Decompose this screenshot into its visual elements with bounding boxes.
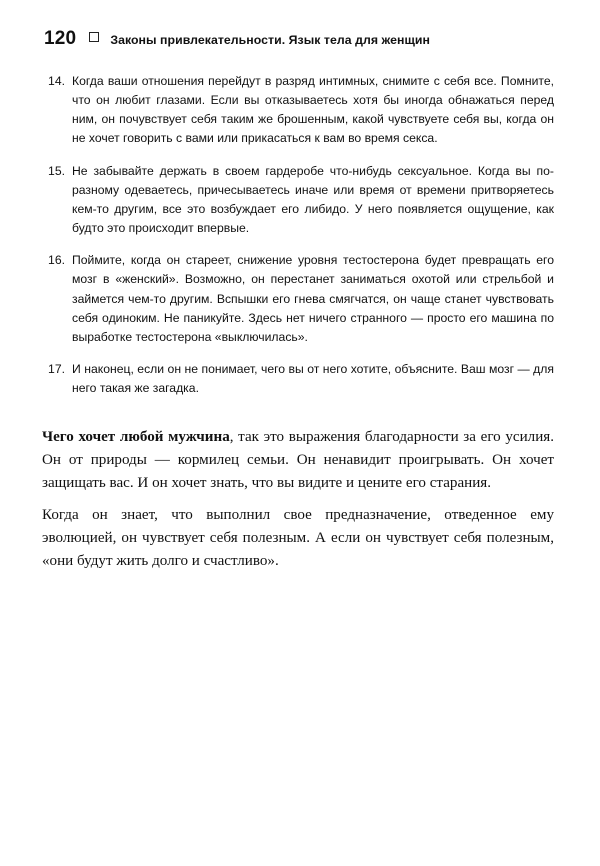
numbered-list xyxy=(42,72,554,398)
list-item-number: 16. xyxy=(48,253,65,268)
list-item-number: 14. xyxy=(48,74,65,88)
paragraph-lead-in: Чего хочет любой мужчина xyxy=(42,429,230,446)
list-item xyxy=(42,251,554,347)
list-item-text: И наконец, если он не понимает, чего вы от него хотите, объясните. Ваш мозг — для него такая же загадка. xyxy=(72,362,554,396)
list-item xyxy=(42,360,554,398)
list-item xyxy=(42,162,554,239)
list-item-text: Когда ваши отношения перейдут в разряд интимных, снимите с себя все. Помните, что он любит глазами. Если вы отказываетесь хотя бы иногда обнажаться перед ним, он почувствует себя таким же брошенным, какой чувствуете себя вы, когда он не хочет говорить с вами или прикасаться к вам во время секса. xyxy=(72,74,554,146)
running-head xyxy=(42,28,554,50)
list-item-text: Не забывайте держать в своем гардеробе что-нибудь сексуальное. Когда вы по-разному одеваетесь, причесываетесь иначе или время от времени притворяетесь кем-то другим, все это возбуждает его либидо. У него появляется ощущение, как будто это происходит впервые. xyxy=(72,163,554,236)
running-head-title: Законы привлекательности. Язык тела для женщин xyxy=(110,33,430,47)
list-item-number: 15. xyxy=(48,163,65,178)
list-item-number: 17. xyxy=(48,362,65,377)
square-bullet-icon xyxy=(89,32,99,42)
list-item xyxy=(42,72,554,149)
paragraph-body: , так это выражения благодарности за его усилия. Он от природы — кормилец семьи. Он ненавидит проигрывать. Он хочет защищать вас. И он хочет знать, что вы видите и цените его старания. xyxy=(42,429,554,492)
body-paragraph-2: Когда он знает, что выполнил свое предназначение, отведенное ему эволюцией, он чувствует себя полезным. А если он чувствует себя полезным, «они будут жить долго и счастливо». xyxy=(42,507,554,570)
page-number: 120 xyxy=(44,28,77,49)
body-paragraph-1 xyxy=(42,426,554,495)
list-item-text: Поймите, когда он стареет, снижение уровня тестостерона будет превращать его мозг в «женский». Возможно, он перестанет заниматься охотой или стрельбой и займется чем-то другим. Вспышки его гнева смягчатся, он чаще станет чувствовать себя одиноким. Не паникуйте. Здесь нет ничего странного — просто его машина по выработке тестостерона «выключилась». xyxy=(72,253,554,344)
